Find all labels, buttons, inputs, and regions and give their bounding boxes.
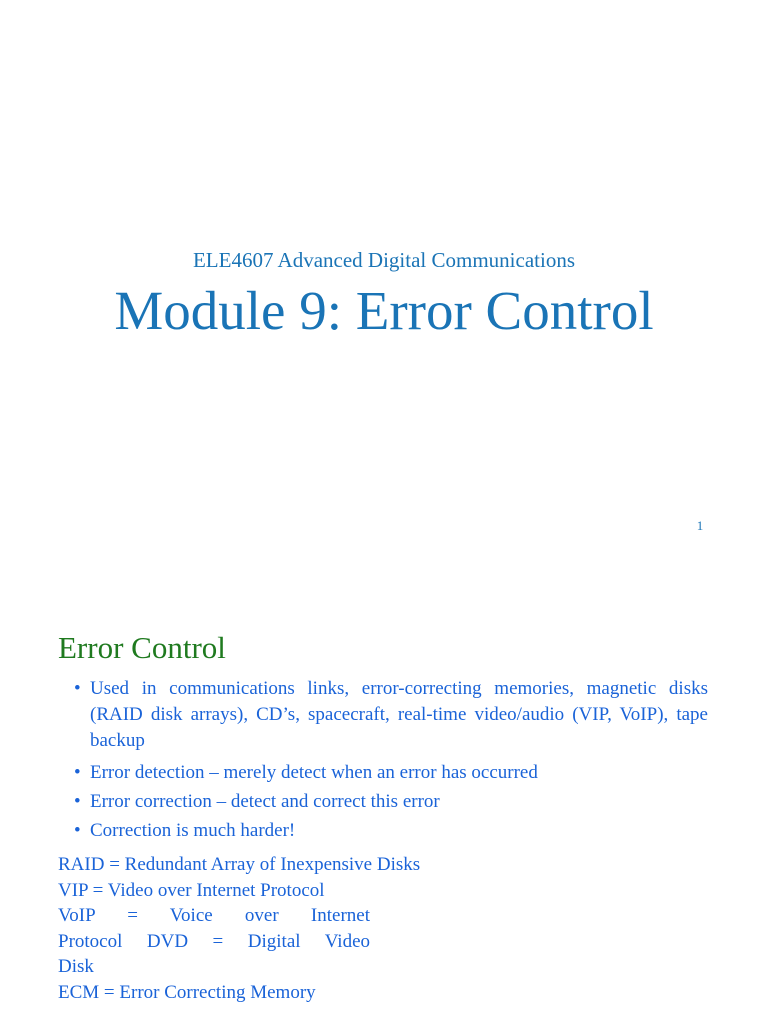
glossary-line: VIP = Video over Internet Protocol xyxy=(58,879,325,901)
bullet-dot-icon: • xyxy=(74,820,81,841)
section-heading: Error Control xyxy=(58,630,226,665)
bullet-text: Used in communications links, error-correcting memories, magnetic disks (RAID disk arrays), CD’s, spacecraft, real-time video/audio (VIP, VoIP), tape backup xyxy=(90,678,708,751)
glossary xyxy=(58,852,421,1005)
glossary-line: VoIP = Voice over Internet xyxy=(58,905,370,926)
bullet-item xyxy=(74,818,708,844)
course-title: ELE4607 Advanced Digital Communications xyxy=(192,248,576,272)
content-slide xyxy=(0,560,768,1024)
bullet-dot-icon: • xyxy=(74,678,81,699)
bullet-list xyxy=(74,676,708,847)
bullet-item xyxy=(74,760,708,786)
module-title: Module 9: Error Control xyxy=(114,280,654,341)
bullet-item xyxy=(74,676,708,754)
page-number: 1 xyxy=(696,518,704,533)
bullet-text: Error detection – merely detect when an error has occurred xyxy=(90,762,538,783)
glossary-line: ECM = Error Correcting Memory xyxy=(58,981,316,1003)
bullet-dot-icon: • xyxy=(74,791,81,812)
bullet-text: Correction is much harder! xyxy=(90,820,296,841)
bullet-dot-icon: • xyxy=(74,762,81,783)
glossary-line: Protocol DVD = Digital Video xyxy=(58,930,370,952)
bullet-item xyxy=(74,789,708,815)
glossary-line: RAID = Redundant Array of Inexpensive Disks xyxy=(58,854,421,875)
glossary-line: Disk xyxy=(58,956,94,977)
bullet-text: Error correction – detect and correct this error xyxy=(90,791,440,812)
